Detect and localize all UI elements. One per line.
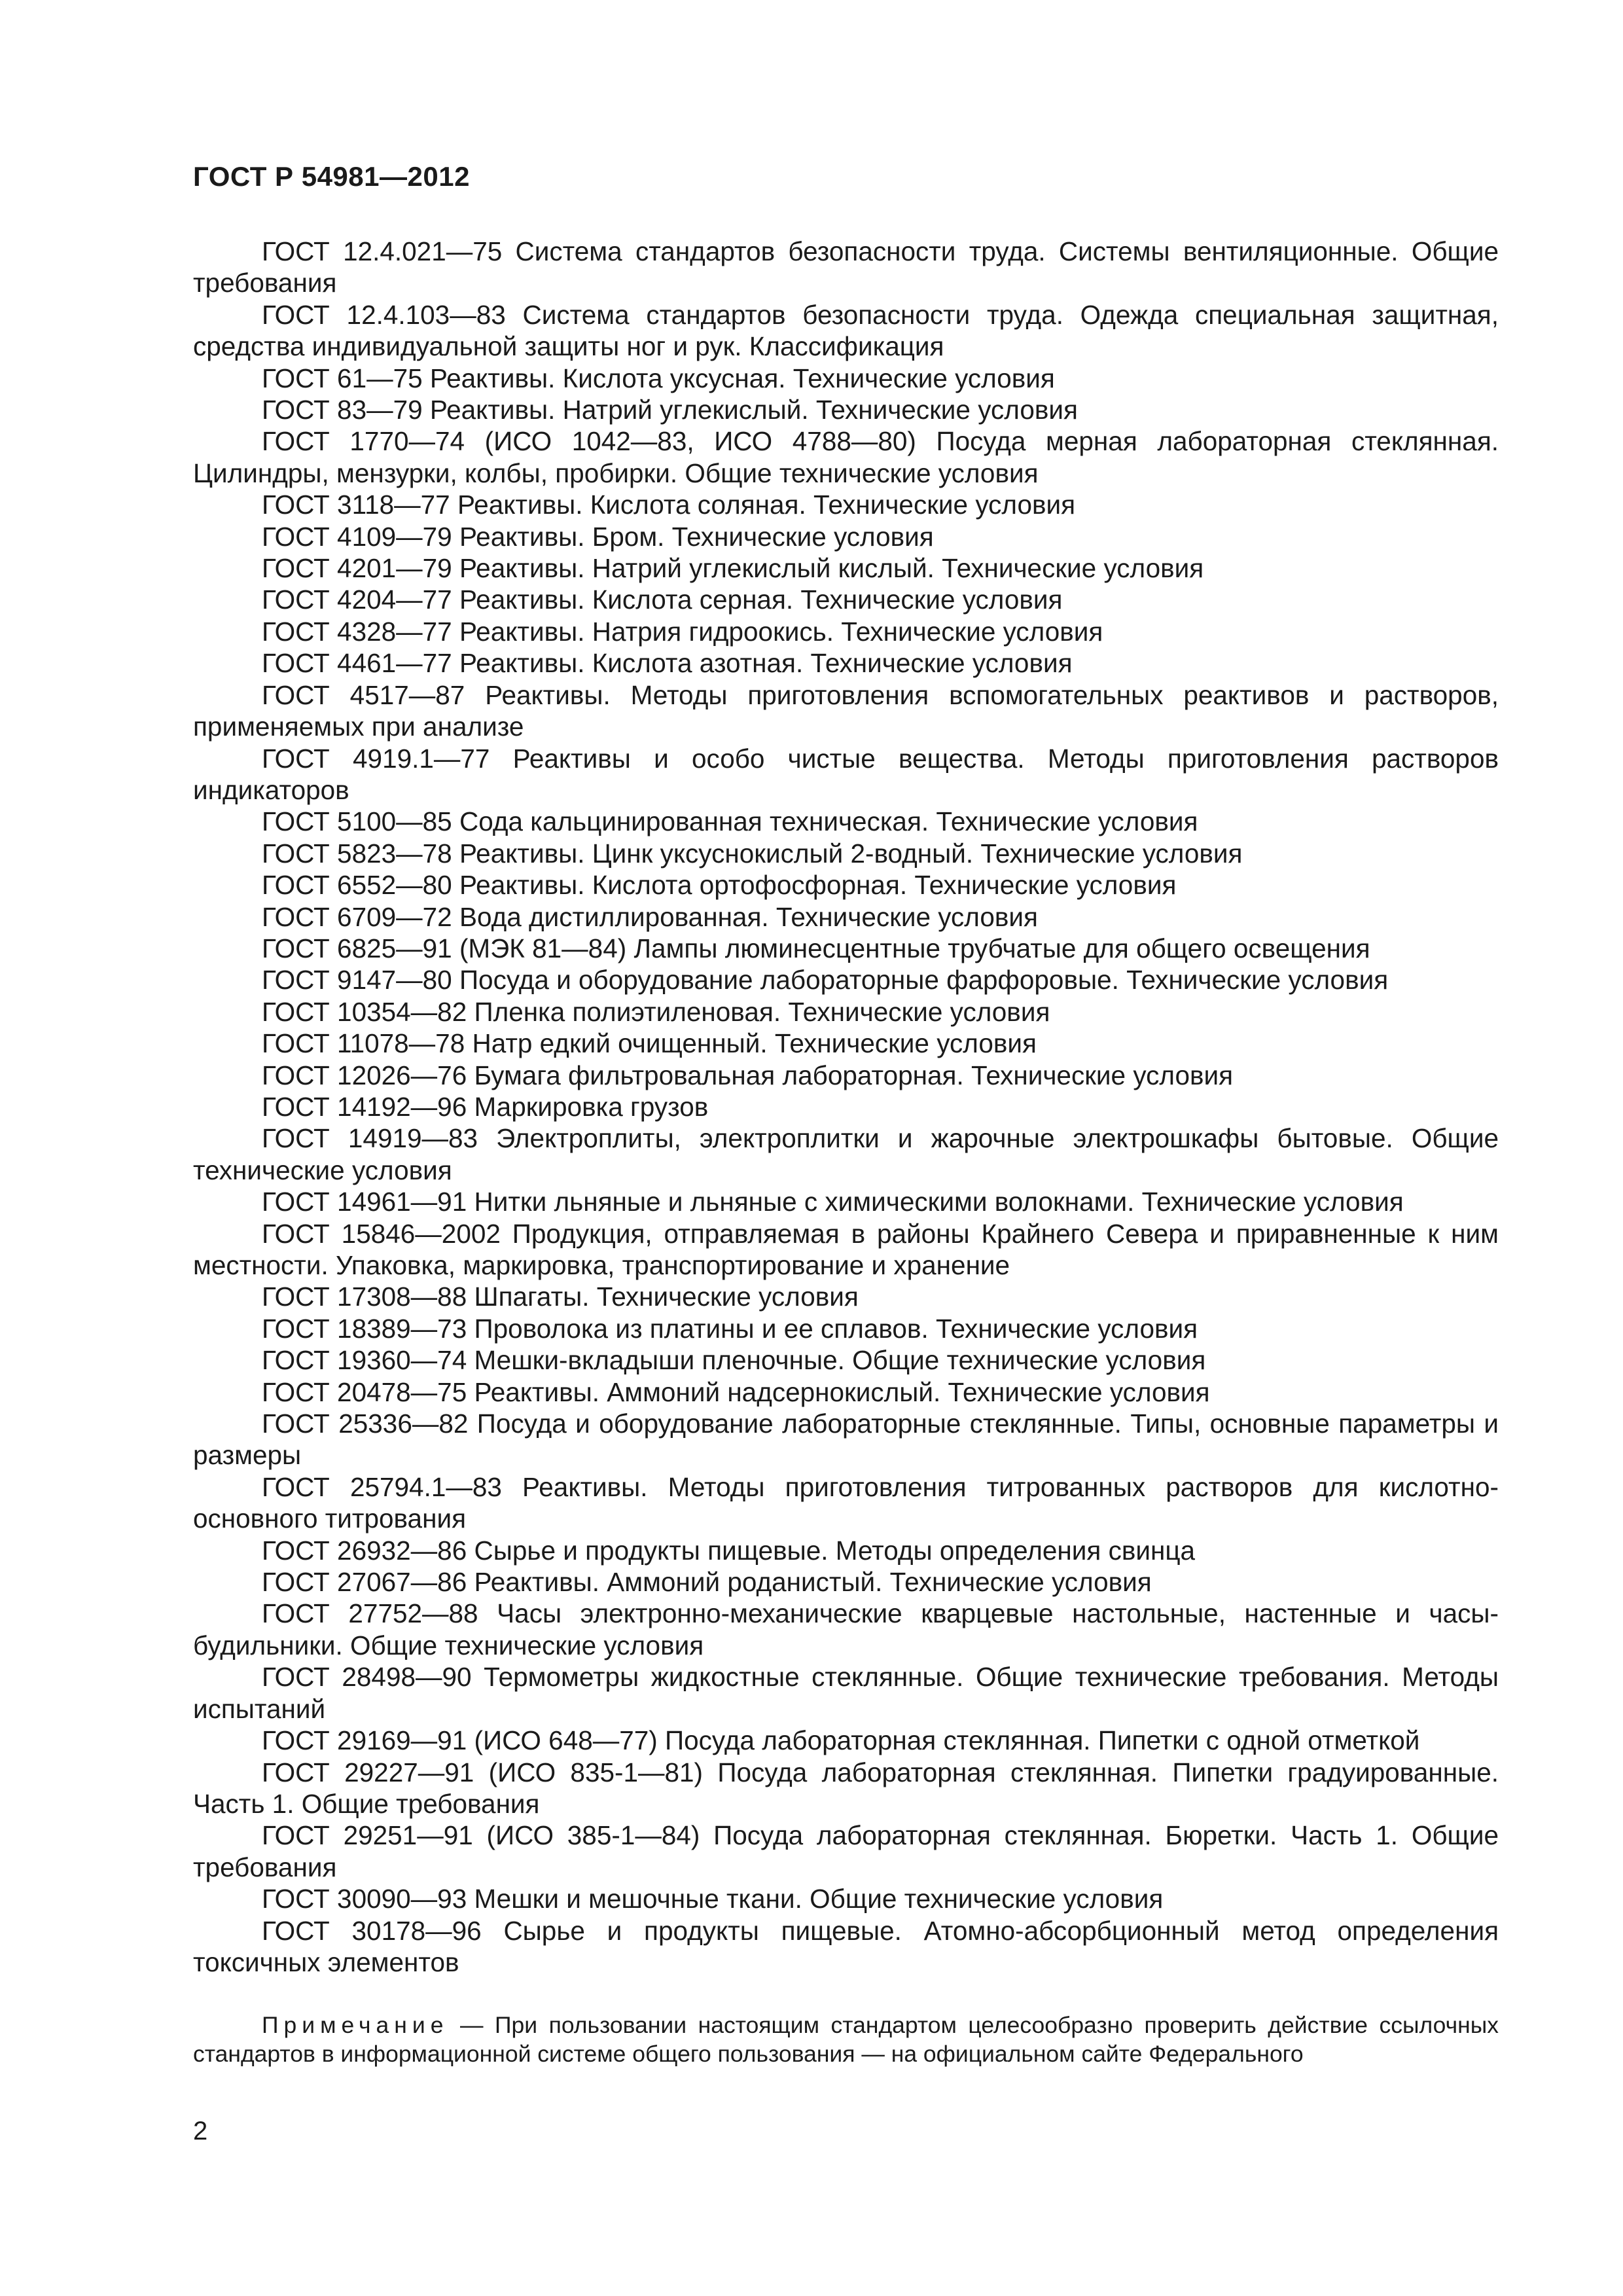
note-paragraph: [193, 2011, 1499, 2068]
reference-item: ГОСТ 5823—78 Реактивы. Цинк уксуснокислый 2-водный. Технические условия: [262, 838, 1243, 869]
reference-item: ГОСТ 17308—88 Шпагаты. Технические условия: [262, 1282, 859, 1312]
reference-item: ГОСТ 3118—77 Реактивы. Кислота соляная. Технические условия: [262, 490, 1076, 520]
reference-item: ГОСТ 4204—77 Реактивы. Кислота серная. Технические условия: [262, 584, 1063, 615]
reference-item: ГОСТ 27752—88 Часы электронно-механические кварцевые настольные, настенные и часы-будильники. Общие технические условия: [193, 1598, 1499, 1660]
reference-item: ГОСТ 4201—79 Реактивы. Натрий углекислый кислый. Технические условия: [262, 553, 1204, 584]
reference-item: ГОСТ 6709—72 Вода дистиллированная. Технические условия: [262, 901, 1038, 932]
reference-item: ГОСТ 1770—74 (ИСО 1042—83, ИСО 4788—80) Посуда мерная лабораторная стеклянная. Цилиндры, мензурки, колбы, пробирки. Общие технические условия: [193, 426, 1499, 488]
reference-item: ГОСТ 29227—91 (ИСО 835-1—81) Посуда лабораторная стеклянная. Пипетки градуированные. Часть 1. Общие требования: [193, 1757, 1499, 1819]
reference-item: ГОСТ 61—75 Реактивы. Кислота уксусная. Технические условия: [262, 363, 1055, 393]
reference-item: ГОСТ 4109—79 Реактивы. Бром. Технические условия: [262, 521, 934, 552]
reference-item: ГОСТ 28498—90 Термометры жидкостные стеклянные. Общие технические требования. Методы испытаний: [193, 1662, 1499, 1724]
note-text: — При пользовании настоящим стандартом целесообразно проверить действие ссылочных стандартов в информационной системе общего пользования — на официальном сайте Федерального: [193, 2012, 1499, 2067]
page-number: 2: [193, 2117, 208, 2145]
reference-item: ГОСТ 4919.1—77 Реактивы и особо чистые вещества. Методы приготовления растворов индикаторов: [193, 743, 1499, 805]
reference-item: ГОСТ 83—79 Реактивы. Натрий углекислый. Технические условия: [262, 395, 1078, 425]
note-label: Примечание: [262, 2012, 449, 2038]
reference-item: ГОСТ 12.4.103—83 Система стандартов безопасности труда. Одежда специальная защитная, средства индивидуальной защиты ног и рук. Классификация: [193, 299, 1499, 362]
reference-item: ГОСТ 12026—76 Бумага фильтровальная лабораторная. Технические условия: [262, 1060, 1234, 1090]
reference-item: ГОСТ 11078—78 Натр едкий очищенный. Технические условия: [262, 1028, 1037, 1059]
document-header: ГОСТ Р 54981—2012: [193, 161, 470, 192]
reference-item: ГОСТ 19360—74 Мешки-вкладыши пленочные. Общие технические условия: [262, 1345, 1206, 1376]
reference-item: ГОСТ 14919—83 Электроплиты, электроплитки и жарочные электрошкафы бытовые. Общие технические условия: [193, 1123, 1499, 1185]
reference-item: ГОСТ 30178—96 Сырье и продукты пищевые. Атомно-абсорбционный метод определения токсичных элементов: [193, 1915, 1499, 1977]
reference-item: ГОСТ 4328—77 Реактивы. Натрия гидроокись. Технические условия: [262, 616, 1103, 647]
reference-item: ГОСТ 14192—96 Маркировка грузов: [262, 1091, 709, 1122]
reference-item: ГОСТ 4461—77 Реактивы. Кислота азотная. Технические условия: [262, 648, 1073, 679]
reference-item: ГОСТ 5100—85 Сода кальцинированная техническая. Технические условия: [262, 806, 1198, 837]
reference-item: ГОСТ 14961—91 Нитки льняные и льняные с химическими волокнами. Технические условия: [262, 1187, 1404, 1217]
reference-item: ГОСТ 15846—2002 Продукция, отправляемая в районы Крайнего Севера и приравненные к ним местности. Упаковка, маркировка, транспортирование и хранение: [193, 1218, 1499, 1280]
reference-item: ГОСТ 27067—86 Реактивы. Аммоний роданистый. Технические условия: [262, 1567, 1152, 1598]
reference-item: ГОСТ 26932—86 Сырье и продукты пищевые. Методы определения свинца: [262, 1535, 1196, 1566]
reference-item: ГОСТ 29169—91 (ИСО 648—77) Посуда лабораторная стеклянная. Пипетки с одной отметкой: [262, 1725, 1420, 1756]
reference-item: ГОСТ 18389—73 Проволока из платины и ее сплавов. Технические условия: [262, 1313, 1198, 1344]
reference-item: ГОСТ 4517—87 Реактивы. Методы приготовления вспомогательных реактивов и растворов, применяемых при анализе: [193, 679, 1499, 742]
reference-item: ГОСТ 25794.1—83 Реактивы. Методы приготовления титрованных растворов для кислотно-основного титрования: [193, 1471, 1499, 1534]
reference-item: ГОСТ 6825—91 (МЭК 81—84) Лампы люминесцентные трубчатые для общего освещения: [262, 933, 1370, 963]
reference-item: ГОСТ 20478—75 Реактивы. Аммоний надсернокислый. Технические условия: [262, 1376, 1210, 1407]
normative-references-list: [193, 236, 1499, 1978]
reference-item: ГОСТ 6552—80 Реактивы. Кислота ортофосфорная. Технические условия: [262, 870, 1177, 901]
reference-item: ГОСТ 9147—80 Посуда и оборудование лабораторные фарфоровые. Технические условия: [262, 965, 1389, 996]
reference-item: ГОСТ 25336—82 Посуда и оборудование лабораторные стеклянные. Типы, основные параметры и размеры: [193, 1408, 1499, 1471]
reference-item: ГОСТ 30090—93 Мешки и мешочные ткани. Общие технические условия: [262, 1884, 1164, 1914]
reference-item: ГОСТ 10354—82 Пленка полиэтиленовая. Технические условия: [262, 996, 1050, 1027]
reference-item: ГОСТ 29251—91 (ИСО 385-1—84) Посуда лабораторная стеклянная. Бюретки. Часть 1. Общие требования: [193, 1820, 1499, 1882]
reference-item: ГОСТ 12.4.021—75 Система стандартов безопасности труда. Системы вентиляционные. Общие требования: [193, 236, 1499, 298]
